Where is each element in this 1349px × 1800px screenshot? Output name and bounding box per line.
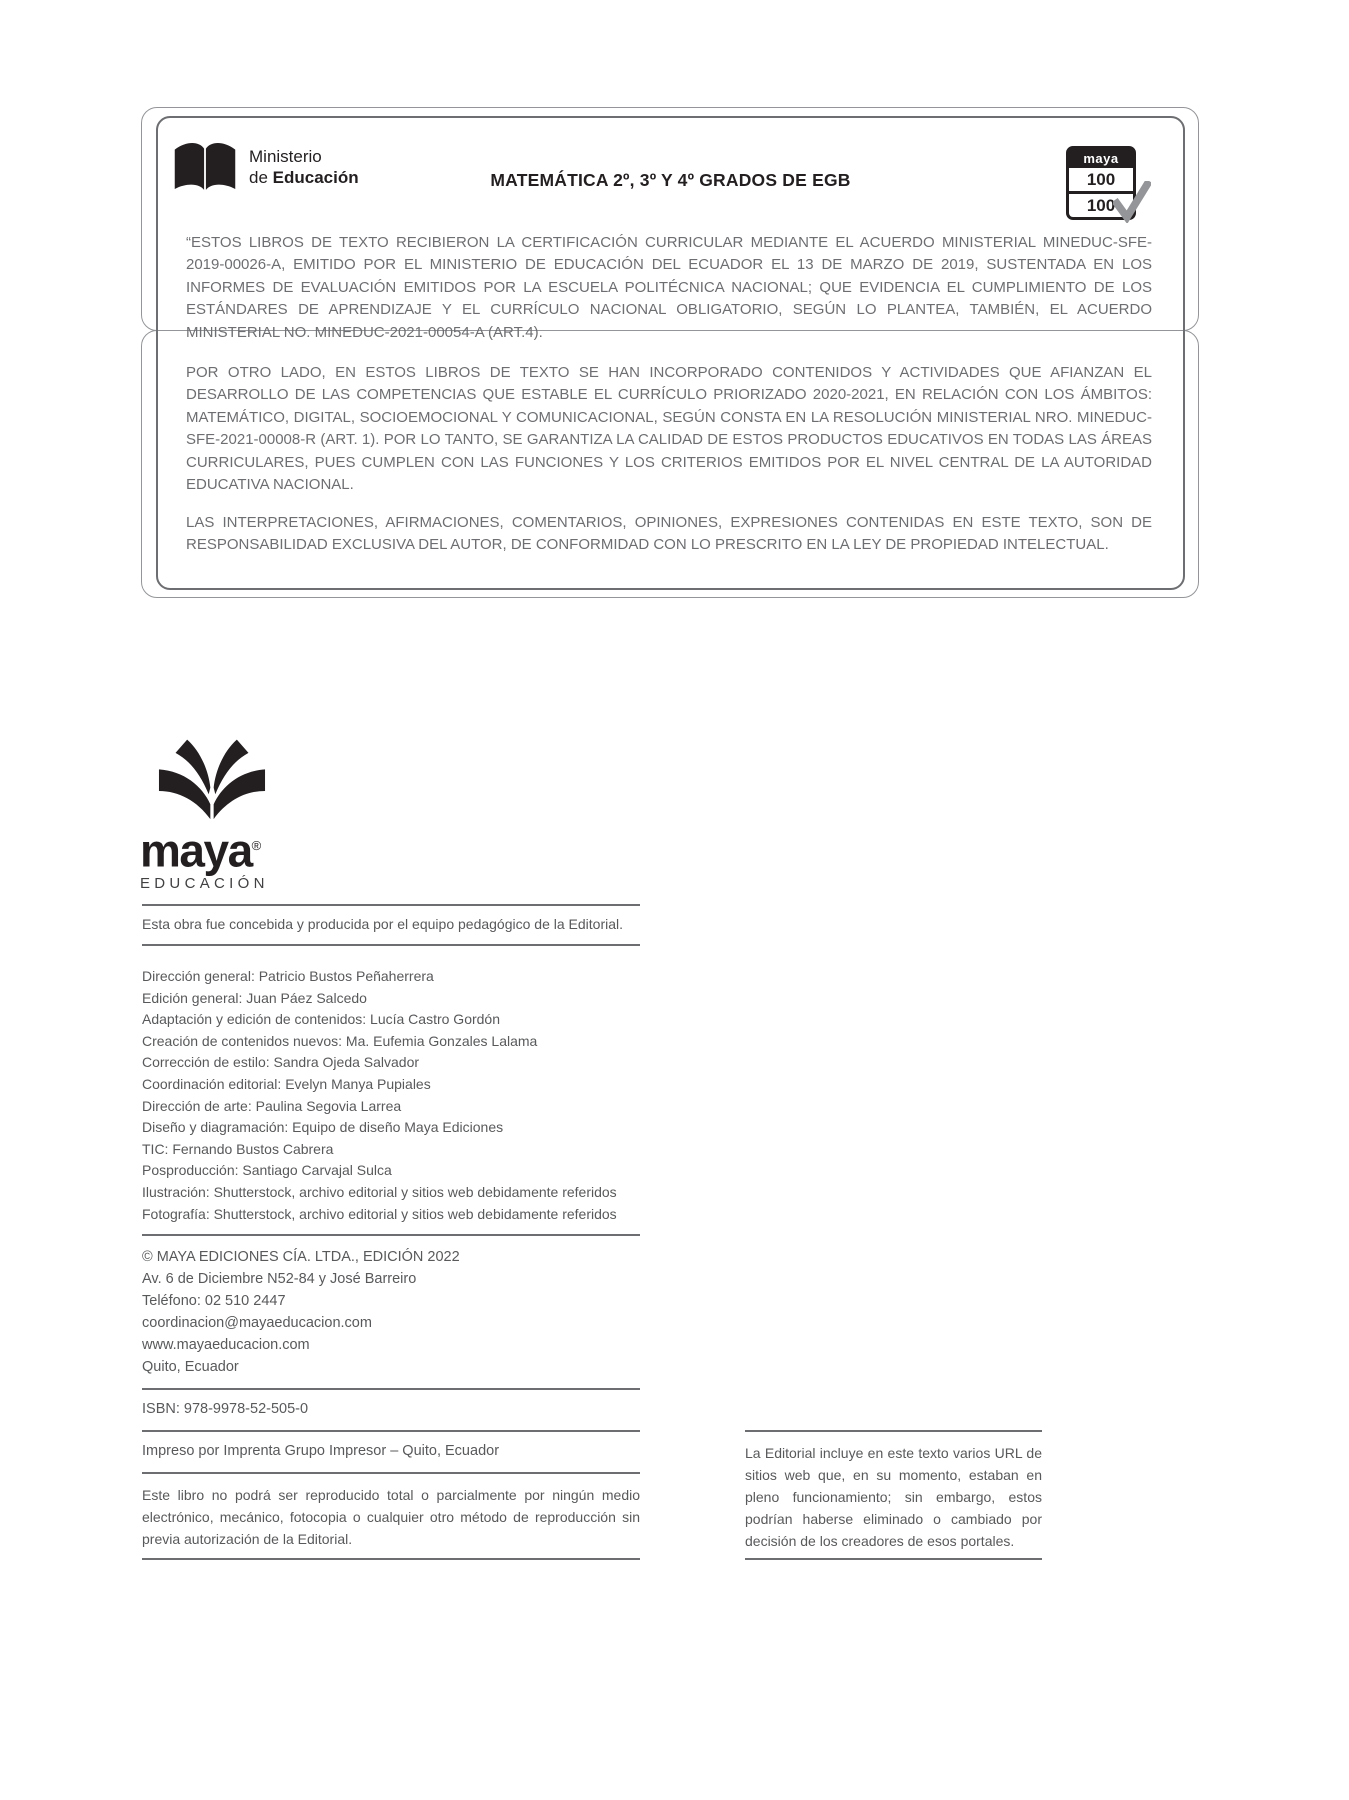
divider-rule (142, 1430, 640, 1432)
credit-line: TIC: Fernando Bustos Cabrera (142, 1140, 334, 1157)
divider-rule (142, 1472, 640, 1474)
credit-line: Corrección de estilo: Sandra Ojeda Salvador (142, 1054, 420, 1071)
divider-rule (142, 1234, 640, 1236)
registered-mark: ® (251, 838, 262, 853)
credits-intro: Esta obra fue concebida y producida por el equipo pedagógico de la Editorial. (142, 916, 623, 932)
checkmark-icon (1113, 181, 1151, 223)
ministry-wordmark-line2: de Educación (249, 168, 359, 187)
url-disclaimer: La Editorial incluye en este texto varios URL de sitios web que, en su momento, estaban en pleno funcionamiento; sin embargo, estos podrían haberse eliminado o cambiado por decisión de los creadores de esos portales. (745, 1445, 1042, 1549)
divider-rule (745, 1430, 1042, 1432)
credit-line: Adaptación y edición de contenidos: Lucía Castro Gordón (142, 1011, 501, 1028)
book-title: MATEMÁTICA 2º, 3º Y 4º GRADOS DE EGB (490, 170, 851, 190)
copyright-line: © MAYA EDICIONES CÍA. LTDA., EDICIÓN 2022 (142, 1249, 460, 1265)
credit-line: Edición general: Juan Páez Salcedo (142, 989, 367, 1006)
printer-credit: Impreso por Imprenta Grupo Impresor – Quito, Ecuador (142, 1443, 500, 1459)
divider-rule (142, 1558, 640, 1560)
fanned-book-icon (154, 738, 270, 824)
phone-line: Teléfono: 02 510 2447 (142, 1293, 286, 1309)
badge-numerator: 100 (1069, 168, 1133, 194)
divider-rule (142, 944, 640, 946)
isbn: ISBN: 978-9978-52-505-0 (142, 1401, 309, 1417)
credits-list (142, 966, 742, 1225)
website-line: www.mayaeducacion.com (142, 1337, 310, 1353)
divider-rule (745, 1558, 1042, 1560)
badge-denominator: 100 (1086, 196, 1116, 215)
certification-paragraph-1: “ESTOS LIBROS DE TEXTO RECIBIERON LA CERTIFICACIÓN CURRICULAR MEDIANTE EL ACUERDO MINISTERIAL MINEDUC-SFE-2019-00026-A, EMITIDO POR EL MINISTERIO DE EDUCACIÓN DEL ECUADOR EL 13 DE MARZO DE 2019, SUSTENTADA EN LOS INFORMES DE EVALUACIÓN EMITIDOS POR LA ESCUELA POLITÉCNICA NACIONAL; QUE EVIDENCIA EL CUMPLIMIENTO DE LOS ESTÁNDARES DE APRENDIZAJE Y EL CURRÍCULO NACIONAL OBLIGATORIO, SEGÚN LO PLANTEA, TAMBIÉN, EL ACUERDO MINISTERIAL NO. MINEDUC-2021-00054-A (ART.4). (186, 234, 1152, 341)
credit-line: Fotografía: Shutterstock, archivo editorial y sitios web debidamente referidos (142, 1205, 617, 1222)
reproduction-notice: Este libro no podrá ser reproducido total o parcialmente por ningún medio electrónico, mecánico, fotocopia o cualquier otro método de reproducción sin previa autorización de la Editorial. (142, 1487, 640, 1547)
badge-brand-label: maya (1069, 149, 1133, 168)
certification-paragraph-2: POR OTRO LADO, EN ESTOS LIBROS DE TEXTO SE HAN INCORPORADO CONTENIDOS Y ACTIVIDADES QUE AFIANZAN EL DESARROLLO DE LAS COMPETENCIAS QUE ESTABLE EL CURRÍCULO PRIORIZADO 2020-2021, EN RELACIÓN CON LOS ÁMBITOS: MATEMÁTICO, DIGITAL, SOCIOEMOCIONAL Y COMUNICACIONAL, SEGÚN CONSTA EN LA RESOLUCIÓN MINISTERIAL NRO. MINEDUC-SFE-2021-00008-R (ART. 1). POR LO TANTO, SE GARANTIZA LA CALIDAD DE ESTOS PRODUCTOS EDUCATIVOS EN TODAS LAS ÁREAS CURRICULARES, PUES CUMPLEN CON LAS FUNCIONES Y LOS CRITERIOS EMITIDOS POR EL NIVEL CENTRAL DE LA AUTORIDAD EDUCATIVA NACIONAL. (186, 364, 1152, 494)
credit-line: Dirección general: Patricio Bustos Peñaherrera (142, 968, 434, 984)
credit-line: Coordinación editorial: Evelyn Manya Pupiales (142, 1075, 431, 1092)
maya-100-badge (1066, 146, 1136, 220)
credit-line: Ilustración: Shutterstock, archivo editorial y sitios web debidamente referidos (142, 1183, 617, 1200)
credit-line: Posproducción: Santiago Carvajal Sulca (142, 1162, 392, 1179)
divider-rule (142, 1388, 640, 1390)
copyright-block (142, 1246, 662, 1378)
maya-educacion-logo (140, 738, 310, 892)
publisher-subtitle: EDUCACIÓN (140, 875, 269, 893)
publisher-wordmark: maya® (140, 824, 262, 877)
address-line: Av. 6 de Diciembre N52-84 y José Barreiro (142, 1271, 417, 1287)
certification-paragraph-3: LAS INTERPRETACIONES, AFIRMACIONES, COMENTARIOS, OPINIONES, EXPRESIONES CONTENIDAS EN ESTE TEXTO, SON DE RESPONSABILIDAD EXCLUSIVA DEL AUTOR, DE CONFORMIDAD CON LO PRESCRITO EN LA LEY DE PROPIEDAD INTELECTUAL. (186, 514, 1152, 554)
ministry-wordmark-line1: Ministerio (249, 147, 322, 166)
divider-rule (142, 904, 640, 906)
credit-line: Diseño y diagramación: Equipo de diseño Maya Ediciones (142, 1119, 504, 1136)
city-line: Quito, Ecuador (142, 1359, 239, 1375)
credit-line: Dirección de arte: Paulina Segovia Larrea (142, 1097, 402, 1114)
credit-line: Creación de contenidos nuevos: Ma. Eufemia Gonzales Lalama (142, 1032, 538, 1049)
email-line: coordinacion@mayaeducacion.com (142, 1315, 372, 1331)
